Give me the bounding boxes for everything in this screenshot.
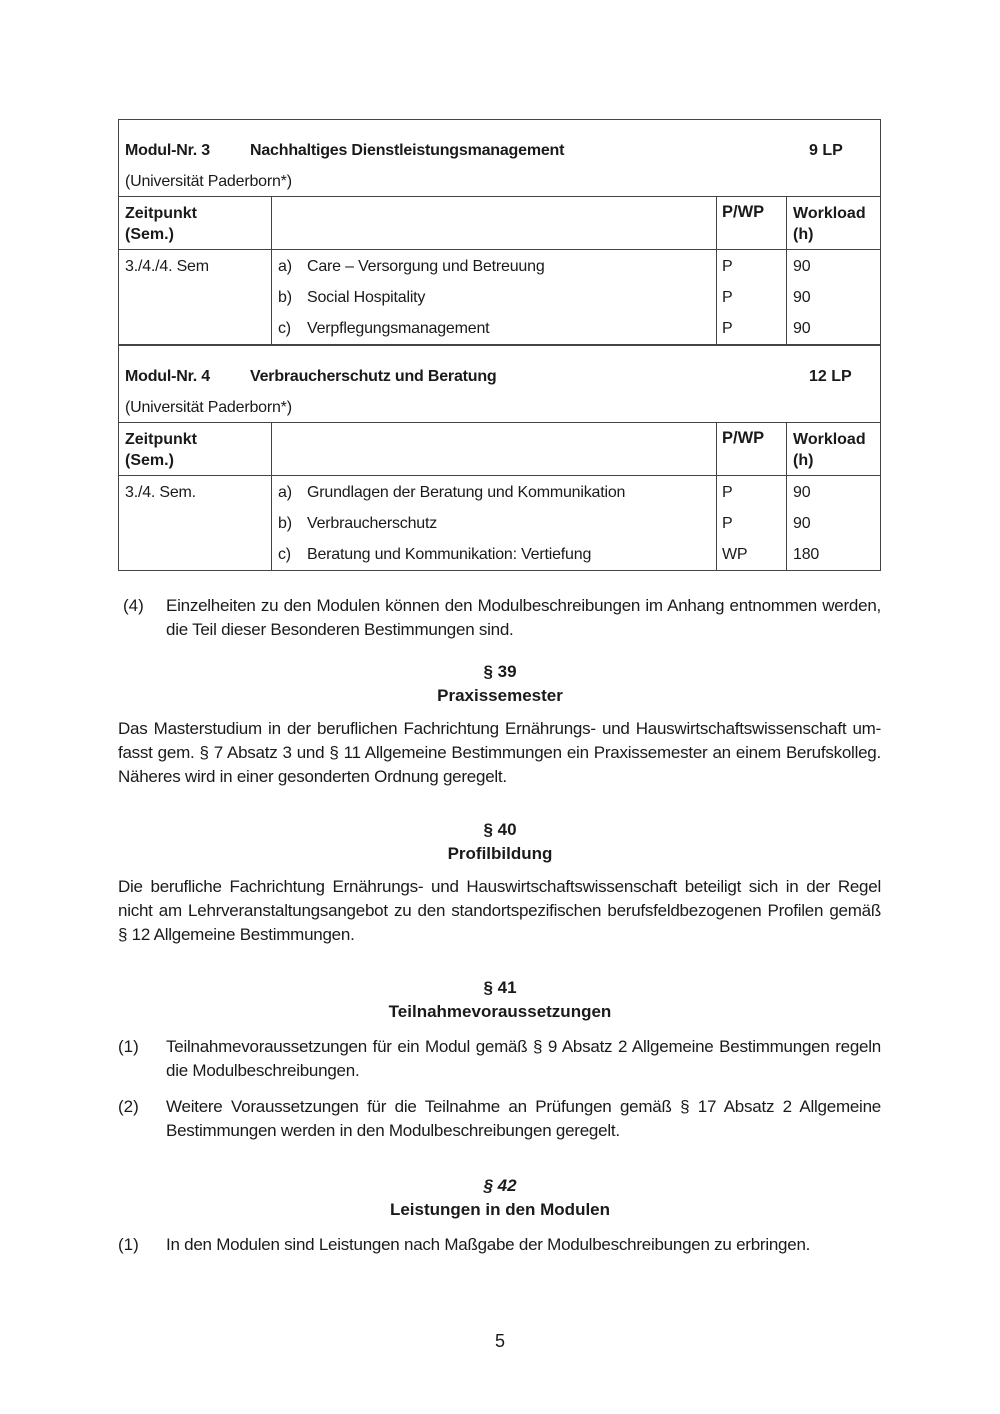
paragraph-number: (4) [123,596,144,615]
module-number: Modul-Nr. 4 [125,368,210,385]
table-header-row [119,423,880,476]
header-zeitpunkt: Zeitpunkt (Sem.) [125,431,197,469]
header-zeitpunkt: Zeitpunkt (Sem.) [125,205,197,243]
module-university: (Universität Paderborn*) [125,173,292,190]
semester-cell: 3./4. Sem. [125,484,196,501]
paragraph-number: (1) [118,1037,139,1056]
header-pwp: P/WP [722,203,765,221]
module-header [119,346,880,423]
paragraph-number: (2) [118,1097,139,1116]
section-number: § 40 [483,820,517,839]
table-row: b) Social Hospitality P 90 [278,289,811,306]
section-41-paragraph-2: Weitere Voraussetzungen für die Teilnahme an Prüfungen gemäß § 17 Absatz 2 Allgemeine Bestimmungen werden in den Modulbeschreibungen geregelt. [166,1097,881,1140]
table-header-row [119,197,880,250]
section-number: § 42 [483,1176,517,1195]
section-42-paragraph-1: In den Modulen sind Leistungen nach Maßgabe der Modulbeschreibungen zu erbringen. [166,1235,811,1254]
header-workload: Workload (h) [793,431,866,469]
module-university: (Universität Paderborn*) [125,399,292,416]
module-table-4 [118,345,881,571]
module-table-3 [118,119,881,345]
module-header [119,120,880,197]
table-row: b) Verbraucherschutz P 90 [278,515,811,532]
page-number: 5 [494,1331,505,1351]
section-41-paragraph-1: Teilnahmevoraussetzungen für ein Modul gemäß § 9 Absatz 2 Allgemeine Bestimmungen regeln die Modulbeschreibungen. [166,1037,881,1080]
module-credit-points: 9 LP [809,142,843,159]
section-title: Teilnahmevoraussetzungen [388,1002,612,1021]
paragraph-number: (1) [118,1235,139,1254]
section-title: Praxissemester [437,686,563,705]
paragraph-4-text: Einzelheiten zu den Modulen können den Modulbeschreibungen im Anhang entnommen werden, die Teil dieser Besonderen Bestimmungen sind. [166,596,881,639]
table-row: a) Care – Versorgung und Betreuung P 90 [278,258,811,275]
header-workload: Workload (h) [793,205,866,243]
section-40-text: Die berufliche Fachrichtung Ernährungs- und Hauswirtschaftswissenschaft beteiligt sich in der Regel nicht am Lehrveranstaltungsangebot zu den standortspezifischen berufsfeldbezogenen Profilen gemäß § 12 Allgemeine Bestimmungen. [118,877,881,944]
module-title: Verbraucherschutz und Beratung [250,368,497,385]
module-title: Nachhaltiges Dienstleistungsmanagement [250,142,565,159]
table-row: c) Beratung und Kommunikation: Vertiefung WP 180 [278,546,820,563]
section-39-text: Das Masterstudium in der beruflichen Fachrichtung Ernährungs- und Hauswirtschaftswissenschaft um- fasst gem. § 7 Absatz 3 und § 11 Allgemeine Bestimmungen ein Praxissemester an einem Berufskolleg. Näheres wird in einer gesonderten Ordnung geregelt. [118,719,881,786]
header-pwp: P/WP [722,429,765,447]
module-credit-points: 12 LP [809,368,852,385]
table-row: c) Verpflegungsmanagement P 90 [278,320,811,337]
section-title: Profilbildung [447,844,553,863]
section-number: § 39 [483,662,517,681]
section-title: Leistungen in den Modulen [389,1200,611,1219]
semester-cell: 3./4./4. Sem [125,258,209,275]
table-body [119,250,880,344]
section-number: § 41 [483,978,517,997]
table-row: a) Grundlagen der Beratung und Kommunikation P 90 [278,484,811,501]
module-number: Modul-Nr. 3 [125,142,210,159]
table-body [119,476,880,570]
